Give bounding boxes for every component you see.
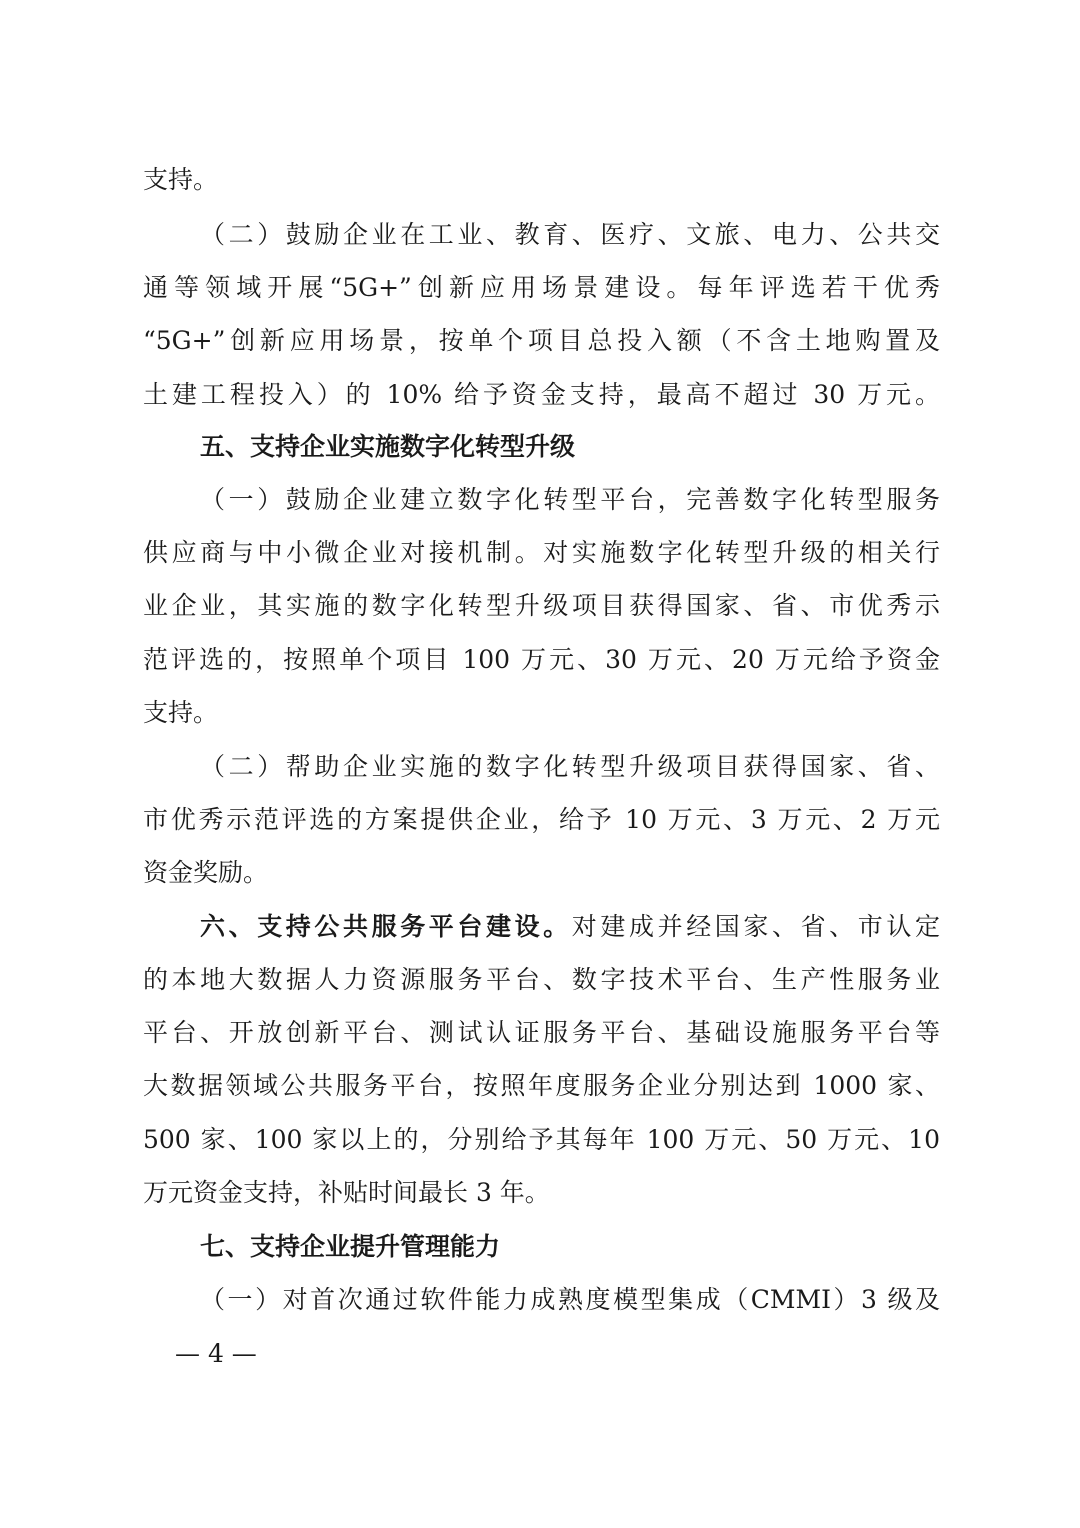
line-text: 市优秀示范评选的方案提供企业，给予 10 万元、3 万元、2 万元: [143, 805, 940, 834]
line-text: 范评选的，按照单个项目 100 万元、30 万元、20 万元给予资金: [143, 645, 940, 674]
line-text: （一）鼓励企业建立数字化转型平台，完善数字化转型服务: [200, 485, 940, 514]
text-line: [200, 217, 940, 253]
text-line: [143, 270, 940, 306]
section-heading-line: [200, 1229, 940, 1265]
text-line: [143, 855, 940, 891]
text-line: [143, 1068, 940, 1104]
section-heading: 六、支持公共服务平台建设。: [200, 912, 572, 941]
line-text: 大数据领域公共服务平台，按照年度服务企业分别达到 1000 家、: [143, 1071, 940, 1100]
text-line: [143, 323, 940, 359]
line-text: 供应商与中小微企业对接机制。对实施数字化转型升级的相关行: [143, 538, 940, 567]
text-line: [143, 535, 940, 571]
text-line: [143, 162, 940, 198]
section-heading: 七、支持企业提升管理能力: [200, 1232, 501, 1261]
line-text: 的本地大数据人力资源服务平台、数字技术平台、生产性服务业: [143, 965, 940, 994]
line-text: “5G+”创新应用场景，按单个项目总投入额（不含土地购置及: [143, 326, 940, 355]
text-line: [143, 962, 940, 998]
text-line: [143, 377, 940, 413]
section-heading-line: [200, 429, 940, 465]
text-line: [200, 1282, 940, 1318]
text-line: [200, 749, 940, 785]
line-text: 土建工程投入）的 10% 给予资金支持，最高不超过 30 万元。: [143, 380, 940, 409]
page-number: — 4 —: [175, 1339, 257, 1368]
line-text: 对建成并经国家、省、市认定: [571, 912, 940, 941]
section-heading: 五、支持企业实施数字化转型升级: [200, 432, 576, 461]
text-line: [143, 1015, 940, 1051]
section-heading-line: [200, 909, 940, 945]
text-line: [143, 1122, 940, 1158]
line-text: 通等领域开展“5G+”创新应用场景建设。每年评选若干优秀: [143, 273, 940, 302]
line-text: （二）鼓励企业在工业、教育、医疗、文旅、电力、公共交: [200, 220, 940, 249]
line-text: （二）帮助企业实施的数字化转型升级项目获得国家、省、: [200, 752, 940, 781]
line-text: 支持。: [143, 698, 219, 727]
line-text: 资金奖励。: [143, 858, 269, 887]
text-line: [143, 695, 940, 731]
text-line: [143, 588, 940, 624]
line-text: 平台、开放创新平台、测试认证服务平台、基础设施服务平台等: [143, 1018, 940, 1047]
line-text: 万元资金支持，补贴时间最长 3 年。: [143, 1178, 550, 1207]
text-line: [143, 802, 940, 838]
line-text: 支持。: [143, 165, 219, 194]
line-text: 业企业，其实施的数字化转型升级项目获得国家、省、市优秀示: [143, 591, 940, 620]
text-line: [200, 482, 940, 518]
line-text: 500 家、100 家以上的，分别给予其每年 100 万元、50 万元、10: [143, 1125, 940, 1154]
line-text: （一）对首次通过软件能力成熟度模型集成（CMMI）3 级及: [200, 1285, 940, 1314]
text-line: [143, 1175, 940, 1211]
text-line: [143, 642, 940, 678]
